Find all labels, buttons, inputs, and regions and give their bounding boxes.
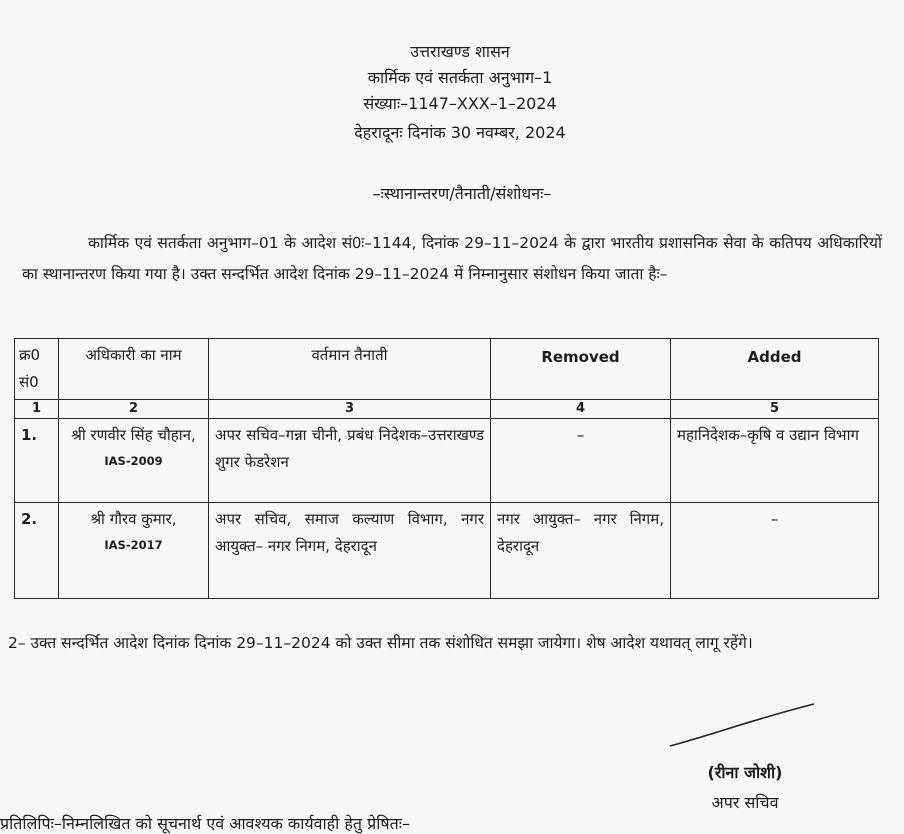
signatory-designation: अपर सचिव — [711, 793, 779, 812]
cell-current-posting: अपर सचिव, समाज कल्याण विभाग, नगर आयुक्त– नगर निगम, देहरादून — [209, 503, 491, 599]
table-row — [15, 419, 879, 503]
header-officer-name: अधिकारी का नाम — [59, 339, 209, 400]
table-number-row — [15, 400, 879, 419]
table-row — [15, 503, 879, 599]
header-added: Added — [671, 339, 879, 400]
officer-name: श्री रणवीर सिंह चौहान, — [71, 426, 196, 444]
cell-removed: – — [491, 419, 671, 503]
cell-current-posting: अपर सचिव–गन्ना चीनी, प्रबंध निदेशक–उत्तराखण्ड शुगर फेडरेशन — [209, 419, 491, 503]
header-removed: Removed — [491, 339, 671, 400]
amendment-table — [14, 338, 879, 599]
header-current-posting: वर्तमान तैनाती — [209, 339, 491, 400]
header-date: देहरादूनः दिनांक 30 नवम्बर, 2024 — [354, 123, 566, 142]
cell-removed: नगर आयुक्त– नगर निगम, देहरादून — [491, 503, 671, 599]
header-government: उत्तराखण्ड शासन — [410, 42, 510, 61]
table-header-row — [15, 339, 879, 400]
cell-added: महानिदेशक–कृषि व उद्यान विभाग — [671, 419, 879, 503]
copy-to-line: प्रतिलिपिः–निम्नलिखित को सूचनार्थ एवं आवश्यक कार्यवाही हेतु प्रेषितः– — [0, 814, 410, 833]
cell-serial: 1. — [15, 419, 59, 503]
col-number: 2 — [59, 400, 209, 419]
col-number: 5 — [671, 400, 879, 419]
officer-name: श्री गौरव कुमार, — [90, 510, 177, 528]
officer-batch: IAS-2009 — [104, 454, 163, 468]
cell-added: – — [671, 503, 879, 599]
header-department: कार्मिक एवं सतर्कता अनुभाग–1 — [367, 68, 553, 87]
header-order-number: संख्याः–1147–XXX–1–2024 — [363, 94, 557, 113]
cell-officer — [59, 419, 209, 503]
cell-officer — [59, 503, 209, 599]
paragraph-intro: कार्मिक एवं सतर्कता अनुभाग–01 के आदेश सं0ः–1144, दिनांक 29–11–2024 के द्वारा भारतीय प्रशासनिक सेवा के कतिपय अधिकारियों का स्थानान्तरण किया गया है। उक्त सन्दर्भित आदेश दिनांक 29–11–2024 में निम्नानुसार संशोधन किया जाता हैः– — [22, 234, 882, 283]
col-number: 4 — [491, 400, 671, 419]
signatory-name: (रीना जोशी) — [707, 763, 783, 782]
paragraph-conclusion: 2– उक्त सन्दर्भित आदेश दिनांक दिनांक 29–11–2024 को उक्त सीमा तक संशोधित समझा जायेगा। शेष आदेश यथावत् लागू रहेंगे। — [8, 634, 753, 652]
signature-mark — [668, 700, 818, 750]
col-number: 3 — [209, 400, 491, 419]
col-number: 1 — [15, 400, 59, 419]
officer-batch: IAS-2017 — [104, 538, 163, 552]
header-serial: क्र0 सं0 — [15, 339, 59, 400]
subject-line: –ःस्थानान्तरण/तैनाती/संशोधनः– — [372, 184, 552, 203]
cell-serial: 2. — [15, 503, 59, 599]
